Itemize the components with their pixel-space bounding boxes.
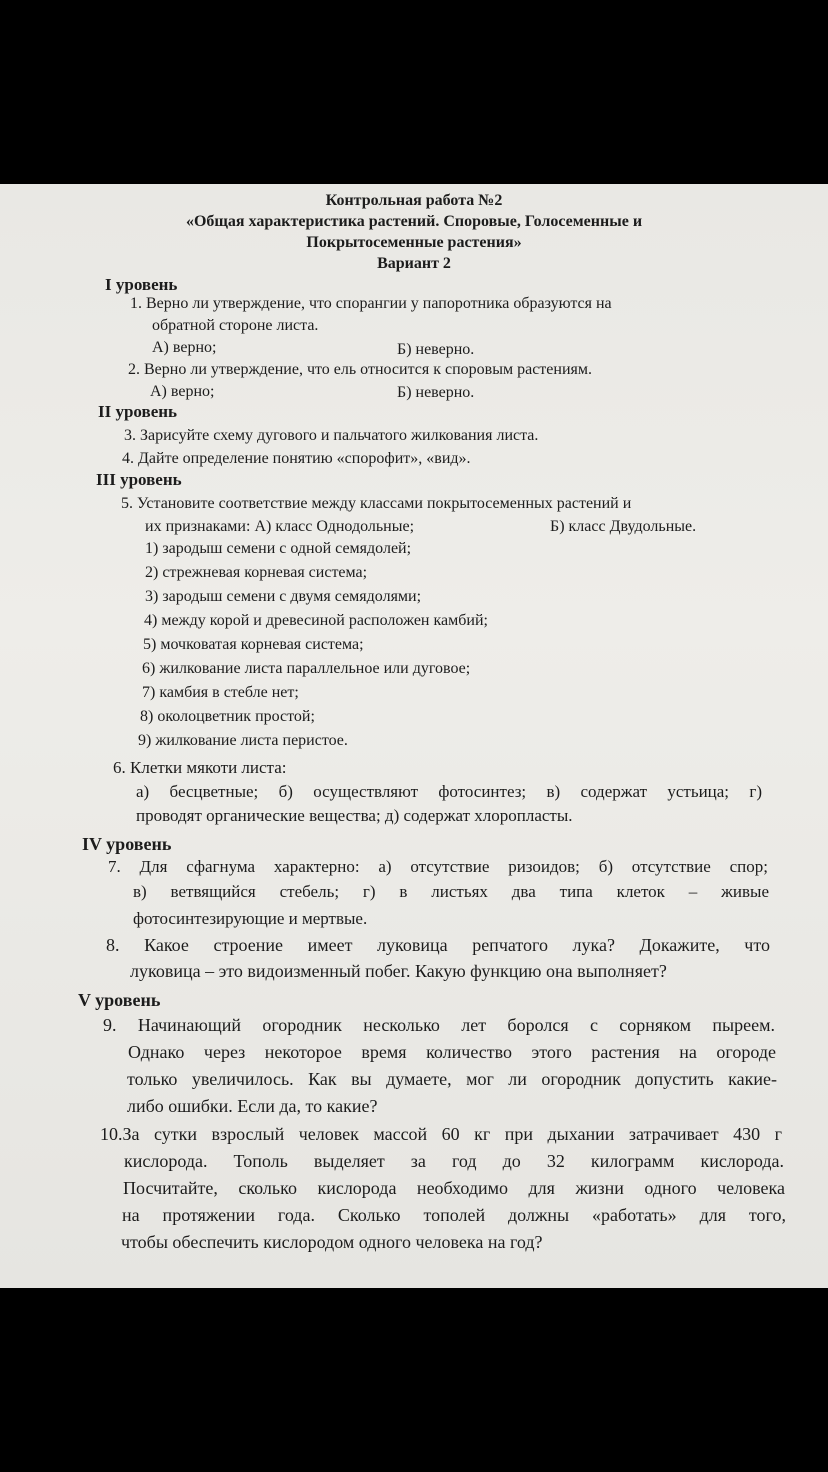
level-4-heading: IV уровень (82, 834, 172, 854)
doc-subtitle-line2: Покрытосеменные растения» (306, 234, 522, 251)
q2-line1: 2. Верно ли утверждение, что ель относится к споровым растениям. (128, 361, 592, 378)
q5-line2: их признаками: А) класс Однодольные; (145, 518, 415, 535)
q5-item-1: 1) зародыш семени с одной семядолей; (145, 540, 412, 557)
q3-line: 3. Зарисуйте схему дугового и пальчатого жилкования листа. (124, 427, 539, 444)
q7-line2: в) ветвящийся стебель; г) в листьях два типа клеток – живые (133, 882, 769, 901)
q5-item-7: 7) камбия в стебле нет; (142, 684, 299, 701)
q10-line4: на протяжении года. Сколько тополей должны «работать» для того, (122, 1205, 786, 1225)
q10-line3: Посчитайте, сколько кислорода необходимо для жизни одного человека (123, 1178, 785, 1198)
q10-line5: чтобы обеспечить кислородом одного человека на год? (121, 1232, 543, 1252)
doc-subtitle-line1: «Общая характеристика растений. Споровые, Голосеменные и (185, 213, 643, 230)
q10-line1: 10.За сутки взрослый человек массой 60 кг при дыхании затрачивает 430 г (100, 1124, 782, 1144)
q4-line: 4. Дайте определение понятию «спорофит», «вид». (122, 450, 471, 467)
q5-item-8: 8) околоцветник простой; (140, 708, 315, 725)
level-5-heading: V уровень (78, 990, 161, 1010)
q2-option-b: Б) неверно. (397, 384, 475, 401)
q8-line2: луковица – это видоизменный побег. Какую функцию она выполняет? (130, 961, 667, 981)
q5-item-2: 2) стрежневая корневая система; (145, 564, 368, 581)
q5-item-5: 5) мочковатая корневая система; (143, 636, 364, 653)
q1-option-b: Б) неверно. (397, 341, 475, 358)
q7-line1: 7. Для сфагнума характерно: а) отсутствие ризоидов; б) отсутствие спор; (108, 857, 768, 876)
level-1-heading: I уровень (105, 275, 178, 294)
q9-line2: Однако через некоторое время количество этого растения на огороде (128, 1042, 776, 1062)
q1-line2: обратной стороне листа. (152, 317, 319, 334)
q9-line3: только увеличилось. Как вы думаете, мог ли огородник допустить какие- (127, 1069, 777, 1089)
doc-variant: Вариант 2 (377, 255, 451, 272)
q5-item-3: 3) зародыш семени с двумя семядолями; (145, 588, 422, 605)
q5-item-4: 4) между корой и древесиной расположен камбий; (144, 612, 488, 629)
doc-title: Контрольная работа №2 (325, 192, 503, 209)
q6-line1: 6. Клетки мякоти листа: (113, 758, 287, 777)
q1-option-a: А) верно; (152, 339, 217, 356)
level-2-heading: II уровень (98, 402, 178, 421)
q8-line1: 8. Какое строение имеет луковица репчатого лука? Докажите, что (106, 935, 770, 955)
q7-line3: фотосинтезирующие и мертвые. (133, 909, 368, 928)
q10-line2: кислорода. Тополь выделяет за год до 32 килограмм кислорода. (124, 1151, 784, 1171)
q9-line4: либо ошибки. Если да, то какие? (127, 1096, 378, 1116)
q9-line1: 9. Начинающий огородник несколько лет боролся с сорняком пыреем. (103, 1015, 775, 1035)
document-page (0, 184, 828, 1288)
q2-option-a: А) верно; (150, 383, 215, 400)
q5-item-9: 9) жилкование листа перистое. (138, 732, 348, 749)
q6-line3: проводят органические вещества; д) содержат хлоропласты. (136, 806, 573, 825)
level-3-heading: III уровень (96, 470, 182, 489)
q1-line1: 1. Верно ли утверждение, что спорангии у папоротника образуются на (130, 295, 612, 312)
q5-line1: 5. Установите соответствие между классами покрытосеменных растений и (121, 495, 632, 512)
q6-line2: а) бесцветные; б) осуществляют фотосинтез; в) содержат устьица; г) (136, 782, 762, 801)
q5-line2-class-b: Б) класс Двудольные. (550, 518, 697, 535)
q5-item-6: 6) жилкование листа параллельное или дуговое; (142, 660, 471, 677)
